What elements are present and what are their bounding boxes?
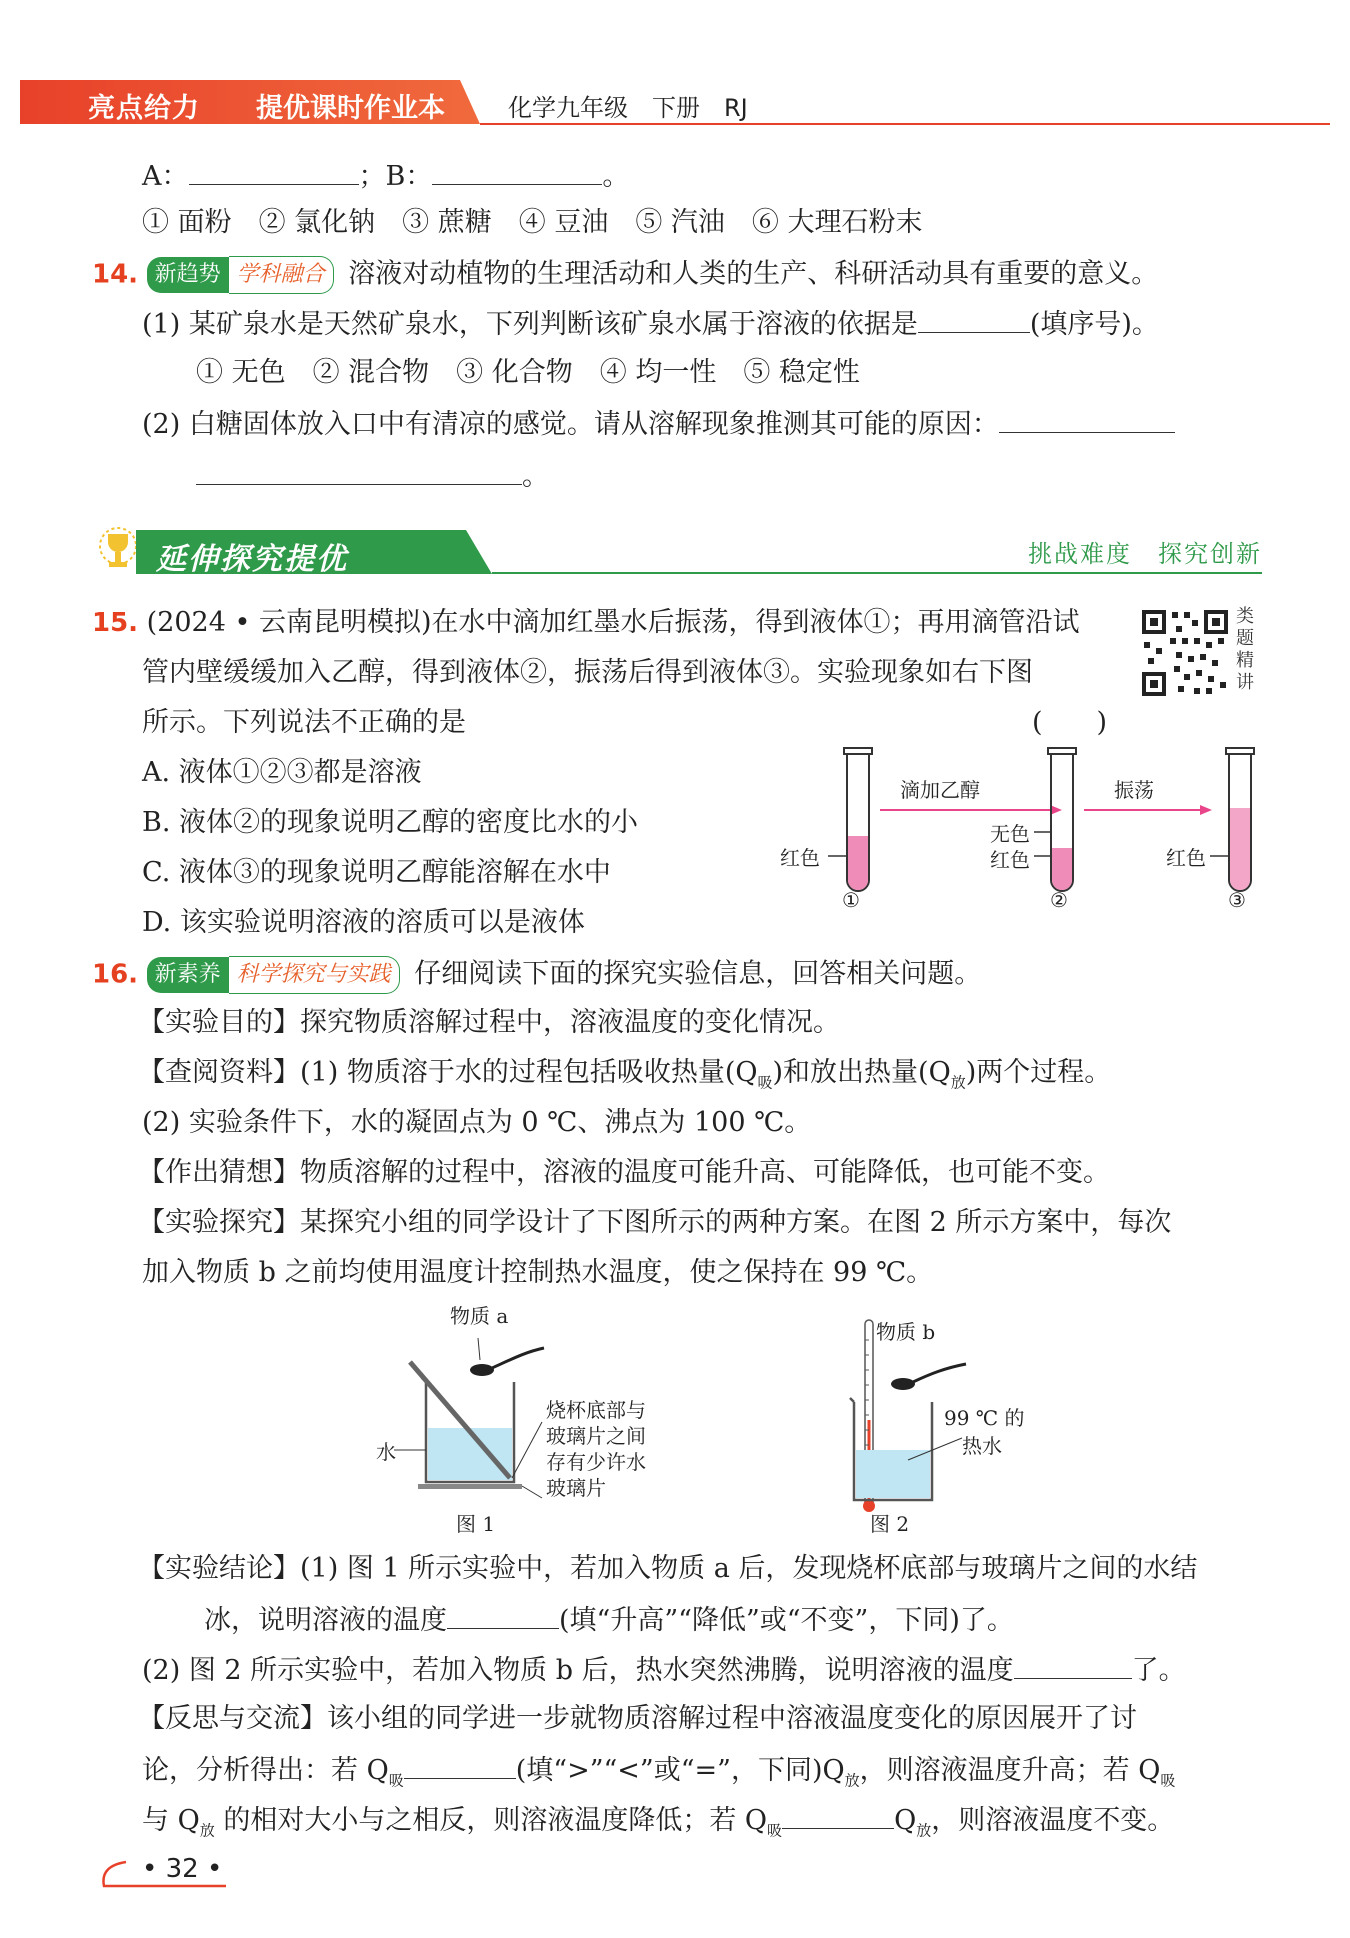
question-number: 16. xyxy=(92,959,139,990)
section-title: 延伸探究提优 xyxy=(156,542,348,577)
arrow-label-1: 滴加乙醇 xyxy=(900,778,980,802)
header-line xyxy=(480,123,1330,125)
answer-bracket[interactable]: ( ) xyxy=(1032,707,1108,738)
q16-guess: 【作出猜想】物质溶解的过程中，溶液的温度可能升高、可能降低，也可能不变。 xyxy=(138,1157,1110,1188)
section-line xyxy=(492,572,1262,574)
fig1-note2: 玻璃片之间 xyxy=(546,1424,646,1448)
tag-label: 学科融合 xyxy=(229,256,334,294)
beaker-figures xyxy=(360,1300,1040,1540)
subscript: 放 xyxy=(950,1073,966,1092)
question-number: 14. xyxy=(92,259,139,290)
text: (2) 图 2 所示实验中，若加入物质 b 后，热水突然沸腾，说明溶液的温度 xyxy=(142,1655,1014,1686)
qr-label: 类题精讲 xyxy=(1236,606,1254,693)
q14-p1-text: (1) 某矿泉水是天然矿泉水，下列判断该矿泉水属于溶液的依据是 xyxy=(142,309,918,340)
tube1-label: 红色 xyxy=(780,846,820,870)
q16-tag xyxy=(147,956,400,994)
text: )两个过程。 xyxy=(965,1057,1112,1088)
tag-label: 科学探究与实践 xyxy=(229,956,400,994)
fig2-hotwater-label2: 热水 xyxy=(962,1434,1002,1458)
q14-p1-options: ① 无色 ② 混合物 ③ 化合物 ④ 均一性 ⑤ 稳定性 xyxy=(196,357,860,388)
text: Q xyxy=(894,1805,917,1836)
subscript: 吸 xyxy=(388,1771,404,1790)
test-tube-3 xyxy=(1210,748,1254,891)
q16-reflect3 xyxy=(142,1802,1174,1847)
q15-line3: 所示。下列说法不正确的是 xyxy=(142,707,466,738)
test-tube-1 xyxy=(828,748,872,891)
tag-label: 新趋势 xyxy=(147,257,229,293)
q16-explore2: 加入物质 b 之前均使用温度计控制热水温度，使之保持在 99 ℃。 xyxy=(142,1257,934,1288)
arrow-label-2: 振荡 xyxy=(1114,778,1154,802)
text: 的相对大小与之相反，则溶液温度降低；若 Q xyxy=(214,1805,768,1836)
question-number: 15. xyxy=(92,608,139,638)
text: )和放出热量(Q xyxy=(772,1057,951,1088)
fig1-note1: 烧杯底部与 xyxy=(546,1398,646,1422)
fig1-substance-label: 物质 a xyxy=(450,1304,509,1328)
page-number: • 32 • xyxy=(142,1854,223,1884)
header-subtitle: 提优课时作业本 xyxy=(256,93,445,124)
fig1-water-label: 水 xyxy=(376,1440,396,1464)
text: ，则溶液温度不变。 xyxy=(931,1805,1175,1836)
blank-a[interactable] xyxy=(189,158,359,185)
tube3-number: ③ xyxy=(1228,888,1246,912)
q16-concl2 xyxy=(142,1652,1186,1688)
blank-q14-1[interactable] xyxy=(918,306,1030,333)
tube2-number: ② xyxy=(1050,888,1068,912)
section-right: 挑战难度 探究创新 xyxy=(1028,540,1262,568)
label-a: A： xyxy=(142,161,189,192)
test-tube-2 xyxy=(1034,748,1076,891)
q16-stem xyxy=(92,956,981,994)
subscript: 放 xyxy=(844,1771,860,1790)
q15-line2: 管内壁缓缓加入乙醇，得到液体②，振荡后得到液体③。实验现象如右下图 xyxy=(142,657,1033,688)
subscript: 吸 xyxy=(1160,1771,1176,1790)
page-header xyxy=(20,80,1330,124)
q16-info1 xyxy=(138,1056,1111,1099)
text: (填“升高”“降低”或“不变”，下同)了。 xyxy=(559,1605,1014,1636)
text: 与 Q xyxy=(142,1805,200,1836)
q14-text: 溶液对动植物的生理活动和人类的生产、科研活动具有重要的意义。 xyxy=(348,258,1159,290)
q16-text: 仔细阅读下面的探究实验信息，回答相关问题。 xyxy=(414,958,982,990)
q16-purpose: 【实验目的】探究物质溶解过程中，溶液温度的变化情况。 xyxy=(138,1007,840,1038)
blank-q16-4[interactable] xyxy=(782,1802,894,1829)
header-brand: 亮点给力 xyxy=(88,93,200,124)
q14-p2-text: (2) 白糖固体放入口中有清凉的感觉。请从溶解现象推测其可能的原因： xyxy=(142,409,999,440)
tag-label: 新素养 xyxy=(147,957,229,993)
subscript: 放 xyxy=(199,1821,215,1840)
punct: 。 xyxy=(522,461,549,492)
q14-p1-end: (填序号)。 xyxy=(1029,309,1159,340)
option-c[interactable]: C. 液体③的现象说明乙醇能溶解在水中 xyxy=(142,857,611,888)
text: 了。 xyxy=(1131,1655,1186,1686)
q14-tag xyxy=(147,256,334,294)
text: ，则溶液温度升高；若 Q xyxy=(859,1755,1161,1786)
q13-options: ① 面粉 ② 氯化钠 ③ 蔗糖 ④ 豆油 ⑤ 汽油 ⑥ 大理石粉末 xyxy=(142,207,923,238)
section-header xyxy=(96,522,1262,577)
blank-q14-2b[interactable] xyxy=(196,458,522,485)
q16-reflect2 xyxy=(142,1752,1175,1797)
fig2-caption: 图 2 xyxy=(870,1512,910,1536)
fig2-substance-label: 物质 b xyxy=(876,1320,936,1344)
tube2-label-bottom: 红色 xyxy=(990,848,1030,872)
q16-reflect1: 【反思与交流】该小组的同学进一步就物质溶解过程中溶液温度变化的原因展开了讨 xyxy=(138,1703,1137,1734)
tube2-label-top: 无色 xyxy=(990,822,1030,846)
option-a[interactable]: A. 液体①②③都是溶液 xyxy=(142,757,422,788)
fig2-hotwater-label1: 99 ℃ 的 xyxy=(944,1406,1025,1430)
blank-b[interactable] xyxy=(432,158,602,185)
q16-concl1b xyxy=(204,1602,1014,1638)
text: 冰，说明溶液的温度 xyxy=(204,1605,447,1636)
fig1-glass-label: 玻璃片 xyxy=(546,1476,606,1500)
option-d[interactable]: D. 该实验说明溶液的溶质可以是液体 xyxy=(142,907,585,938)
label-b: ；B： xyxy=(358,161,433,192)
punct: 。 xyxy=(602,161,630,192)
q15-line1 xyxy=(92,606,1080,640)
fig1-note3: 存有少许水 xyxy=(546,1450,646,1474)
subscript: 吸 xyxy=(767,1821,783,1840)
q15-text: (2024 • 云南昆明模拟)在水中滴加红墨水后振荡，得到液体①；再用滴管沿试 xyxy=(146,607,1080,638)
trophy-icon xyxy=(96,524,140,576)
subscript: 吸 xyxy=(757,1073,773,1092)
text: 【查阅资料】(1) 物质溶于水的过程包括吸收热量(Q xyxy=(138,1057,758,1088)
q14-stem xyxy=(92,256,1158,294)
q14-part2 xyxy=(142,406,1175,442)
fig1-caption: 图 1 xyxy=(456,1512,496,1536)
qr-code-icon[interactable] xyxy=(1140,608,1230,698)
blank-q16-1[interactable] xyxy=(447,1602,559,1629)
text: (填“>”“<”或“=”，下同)Q xyxy=(515,1755,845,1786)
q16-explore1: 【实验探究】某探究小组的同学设计了下图所示的两种方案。在图 2 所示方案中，每次 xyxy=(138,1207,1172,1238)
subscript: 放 xyxy=(916,1821,932,1840)
q14-part2-cont xyxy=(196,458,549,494)
blank-q16-2[interactable] xyxy=(1014,1652,1132,1679)
tube3-label: 红色 xyxy=(1166,846,1206,870)
q14-part1 xyxy=(142,306,1159,342)
figure-1 xyxy=(394,1338,544,1498)
header-book: 化学九年级 下册 RJ xyxy=(508,94,748,122)
text: 论，分析得出：若 Q xyxy=(142,1755,389,1786)
blank-q16-3[interactable] xyxy=(404,1752,516,1779)
q16-info2: (2) 实验条件下，水的凝固点为 0 ℃、沸点为 100 ℃。 xyxy=(142,1107,812,1138)
q16-concl1a: 【实验结论】(1) 图 1 所示实验中，若加入物质 a 后，发现烧杯底部与玻璃片之间的水结 xyxy=(138,1553,1198,1584)
tube1-number: ① xyxy=(842,888,860,912)
q13-answer-line xyxy=(142,158,629,194)
option-b[interactable]: B. 液体②的现象说明乙醇的密度比水的小 xyxy=(142,807,639,838)
blank-q14-2a[interactable] xyxy=(999,406,1175,433)
